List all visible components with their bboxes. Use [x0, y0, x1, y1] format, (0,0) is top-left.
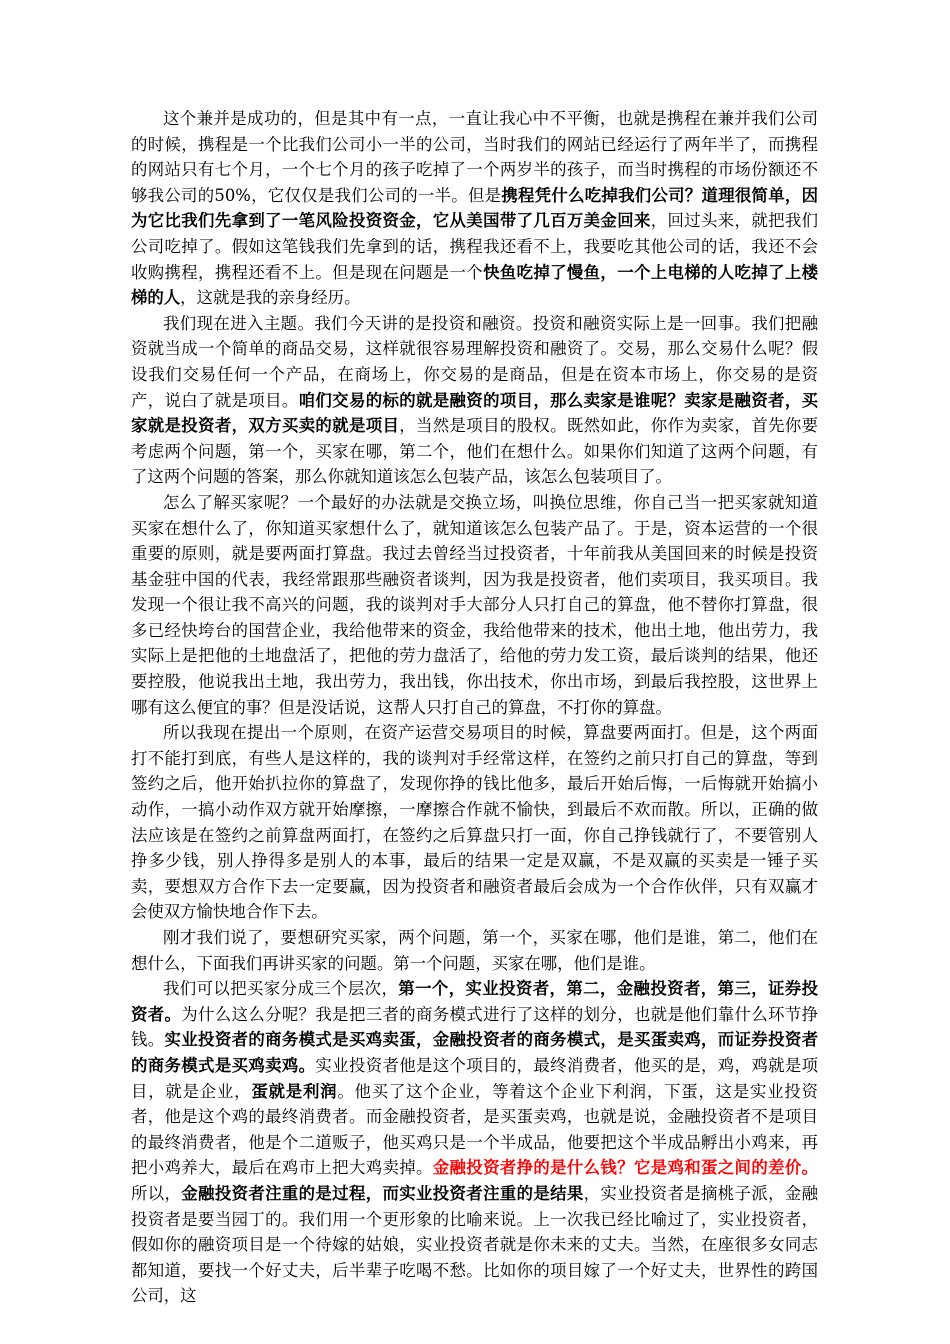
- bold-text-segment: 蛋就是利润: [251, 1081, 338, 1101]
- text-segment: 所以，: [131, 1183, 182, 1203]
- text-segment: ，实业投资者是摘桃子派，金融投资者是要当园丁的。我们用一个更形象的比喻来说。上一次我已经比喻过了，实业投资者，假如你的融资项目是一个待嫁的姑娘，实业投资者就是你未来的丈夫。当然，在座很多女同志都知道，要找一个好丈夫，后半辈子吃喝不愁。比如你的项目嫁了一个好丈夫，世界性的跨国公司，这: [131, 1183, 819, 1306]
- text-segment: 刚才我们说了，要想研究买家，两个问题，第一个，买家在哪，他们是谁，第二，他们在想什么，下面我们再讲买家的问题。第一个问题，买家在哪，他们是谁。: [131, 928, 818, 973]
- text-segment: 所以我现在提出一个原则，在资产运营交易项目的时候，算盘要两面打。但是，这个两面打不能打到底，有些人是这样的，我的谈判对手经常这样，在签约之前只打自己的算盘，等到签约之后，他开始扒拉你的算盘了，发现你挣的钱比他多，最后开始后悔，一后悔就开始搞小动作，一搞小动作双方就开始摩擦，一摩擦合作就不愉快，到最后不欢而散。所以，正确的做法应该是在签约之前算盘两面打，在签约之后算盘只打一面，你自己挣钱就行了，不要管别人挣多少钱，别人挣得多是别人的本事，最后的结果一定是双赢，不是双赢的买卖是一锤子买卖，要想双方合作下去一定要赢，因为投资者和融资者最后会成为一个合作伙伴，只有双赢才会使双方愉快地合作下去。: [131, 723, 818, 922]
- bold-text-segment: 快鱼吃掉了慢鱼，一个上电梯的人吃掉了上楼梯的人: [131, 262, 819, 308]
- text-segment: ，这就是我的亲身经历。: [180, 288, 361, 308]
- text-segment: 怎么了解买家呢？一个最好的办法就是交换立场，叫换位思维，你自己当一把买家就知道买家在想什么了，你知道买家想什么了，就知道该怎么包装产品了。于是，资本运营的一个很重要的原则，就是要两面打算盘。我过去曾经当过投资者，十年前我从美国回来的时候是投资基金驻中国的代表，我经常跟那些融资者谈判，因为我是投资者，他们卖项目，我买项目。我发现一个很让我不高兴的问题，我的谈判对手大部分人只打自己的算盘，他不替你打算盘，很多已经快垮台的国营企业，我给他带来的资金，我给他带来的技术，他出土地，他出劳力，我实际上是把他的土地盘活了，把他的劳力盘活了，给他的劳力发工资，最后谈判的结果，他还要控股，他说我出土地，我出劳力，我出钱，你出技术，你出市场，到最后我控股，这世界上哪有这么便宜的事？但是没话说，这帮人只打自己的算盘，不打你的算盘。: [131, 492, 818, 717]
- text-segment: ，回过头来，就把我们公司吃掉了。假如这笔钱我们先拿到的话，携程我还看不上，我要吃其他公司的话，我还不会收购携程，携程还看不上。但是现在问题是一个: [131, 211, 819, 282]
- bold-text-segment: 咱们交易的标的就是融资的项目，那么卖家是谁呢？卖家是融资者，买家就是投资者，双方买卖的就是项目: [131, 390, 819, 436]
- paragraph-three-investor-types: [131, 976, 818, 1309]
- text-segment: 。他买了这个企业，等着这个企业下利润，下蛋，这是实业投资者，他是这个鸡的最终消费者。而金融投资者，是买蛋卖鸡，也就是说，金融投资者不是项目的最终消费者，他是个二道贩子，他买鸡只是一个半成品，他要把这个半成品孵出小鸡来，再把小鸡养大，最后在鸡市上把大鸡卖掉。: [131, 1081, 819, 1178]
- bold-text-segment: 实业投资者的商务模式是买鸡卖蛋，金融投资者的商务模式，是买蛋卖鸡，而证券投资者的商务模式是买鸡卖鸡。: [131, 1030, 818, 1075]
- highlighted-red-text-segment: 金融投资者挣的是什么钱？它是鸡和蛋之间的差价。: [432, 1158, 819, 1178]
- paragraph-merger: [131, 106, 818, 311]
- document-body: [131, 106, 818, 1309]
- text-segment: ，当然是项目的股权。既然如此，你作为卖家，首先你要考虑两个问题，第一个，买家在哪，第二个，他们在想什么。如果你们知道了这两个问题，有了这两个问题的答案，那么你就知道该怎么包装产品，该怎么包装项目了。: [131, 416, 819, 487]
- paragraph-understand-buyer: [131, 490, 818, 720]
- paragraph-buyer-questions: [131, 925, 818, 976]
- text-segment: 这个兼并是成功的，但是其中有一点，一直让我心中不平衡，也就是携程在兼并我们公司的时候，携程是一个比我们公司小一半的公司，当时我们的网站已经运行了两年半了，而携程的网站只有七个月，一个七个月的孩子吃掉了一个两岁半的孩子，而当时携程的市场份额还不够我公司的50%，它仅仅是我们公司的一半。但是: [131, 109, 818, 205]
- text-segment: 我们可以把买家分成三个层次，: [163, 979, 399, 999]
- bold-text-segment: 金融投资者注重的是过程，而实业投资者注重的是结果: [181, 1183, 584, 1203]
- paragraph-two-sided-abacus: [131, 720, 818, 925]
- text-segment: 实业投资者他是这个项目的，最终消费者，他买的是，鸡，鸡就是项目，就是企业，: [131, 1055, 819, 1101]
- text-segment: 我们现在进入主题。我们今天讲的是投资和融资。投资和融资实际上是一回事。我们把融资就当成一个简单的商品交易，这样就很容易理解投资和融资了。交易，那么交易什么呢？假设我们交易任何一个产品，在商场上，你交易的是商品，但是在资本市场上，你交易的是资产，说白了就是项目。: [131, 313, 818, 410]
- paragraph-investment-topic: [131, 311, 818, 490]
- bold-text-segment: 携程凭什么吃掉我们公司？道理很简单，因为它比我们先拿到了一笔风险投资资金，它从美国带了几百万美金回来: [131, 185, 818, 231]
- text-segment: 为什么这么分呢？我是把三者的商务模式进行了这样的划分，也就是他们靠什么环节挣钱。: [131, 1004, 818, 1050]
- bold-text-segment: 第一个，实业投资者，第二，金融投资者，第三，证券投资者。: [131, 979, 819, 1024]
